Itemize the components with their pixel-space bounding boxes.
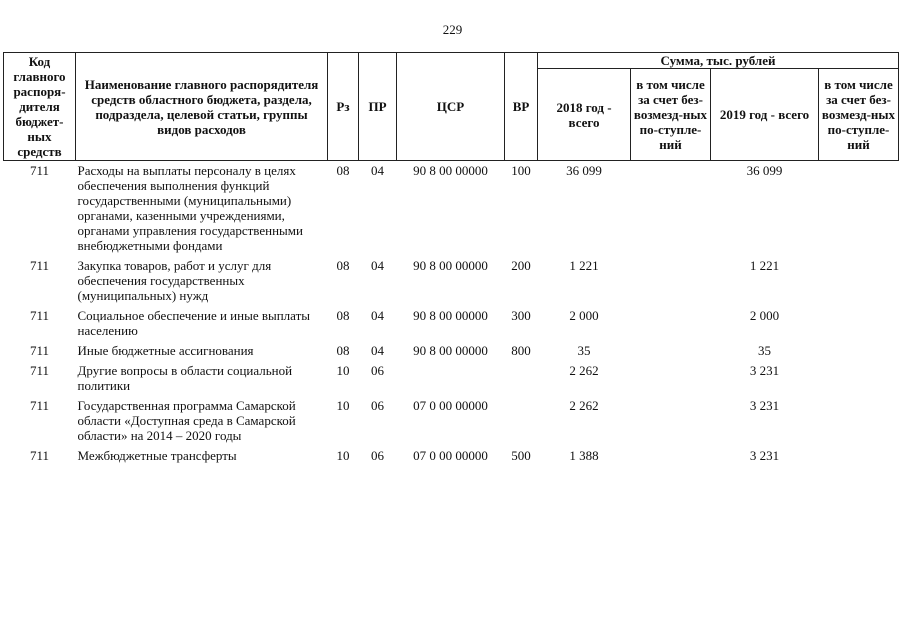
cell-csr: 07 0 00 00000 — [413, 398, 488, 413]
cell-rz: 08 — [336, 343, 350, 358]
cell-2019-total: 35 — [758, 343, 771, 358]
cell-pr: 04 — [371, 308, 384, 323]
cell-2019-total: 3 231 — [749, 398, 780, 413]
table-row — [4, 361, 899, 396]
cell-csr: 07 0 00 00000 — [413, 448, 488, 463]
cell-2018-free — [631, 256, 711, 306]
table-header — [4, 53, 899, 161]
table-row — [4, 306, 899, 341]
cell-name: Другие вопросы в области социальной политики — [77, 363, 293, 393]
header-pr: ПР — [359, 53, 397, 161]
cell-pr: 04 — [359, 161, 397, 257]
cell-pr: 06 — [371, 398, 384, 413]
table-row — [4, 396, 899, 446]
page-number: 229 — [442, 22, 463, 37]
header-amount-group: Сумма, тыс. рублей — [538, 53, 899, 69]
cell-rz: 10 — [336, 448, 350, 463]
cell-rz: 08 — [328, 161, 359, 257]
cell-csr: 90 8 00 00000 — [413, 343, 488, 358]
cell-vr: 100 — [505, 161, 538, 257]
cell-2019-free — [819, 161, 899, 257]
header-csr: ЦСР — [397, 53, 505, 161]
budget-table — [3, 52, 899, 466]
cell-vr: 300 — [511, 308, 531, 323]
cell-2018-free — [631, 446, 711, 466]
header-2018-total: 2018 год - всего — [538, 69, 631, 161]
cell-code: 711 — [29, 308, 50, 323]
cell-2019-free — [819, 341, 899, 361]
cell-rz: 08 — [336, 308, 350, 323]
table-row — [4, 341, 899, 361]
cell-code: 711 — [29, 258, 50, 273]
cell-2019-total: 1 221 — [749, 258, 780, 273]
cell-csr: 90 8 00 00000 — [413, 258, 488, 273]
cell-pr: 06 — [371, 363, 384, 378]
cell-vr: 200 — [511, 258, 531, 273]
header-vr: ВР — [505, 53, 538, 161]
header-code: Код главного распоря-дителя бюджет-ных средств — [4, 53, 76, 161]
cell-vr — [505, 396, 538, 446]
header-name: Наименование главного распорядителя средств областного бюджета, раздела, подраздела, целевой статьи, группы видов расходов — [76, 53, 328, 161]
cell-2018-free — [631, 161, 711, 257]
table-row — [4, 161, 899, 257]
table-body — [4, 161, 899, 467]
cell-2019-free — [819, 256, 899, 306]
cell-rz: 10 — [336, 363, 350, 378]
cell-name: Закупка товаров, работ и услуг для обеспечения государственных (муниципальных) нужд — [77, 258, 272, 303]
cell-vr: 800 — [511, 343, 531, 358]
cell-code: 711 — [29, 448, 50, 463]
cell-pr: 04 — [371, 343, 384, 358]
cell-name: Государственная программа Самарской области «Доступная среда в Самарской области» на 2014 – 2020 годы — [77, 398, 296, 443]
table-row — [4, 446, 899, 466]
cell-vr — [505, 361, 538, 396]
header-2019-free: в том числе за счет без-возмезд-ных по-ступле-ний — [819, 69, 899, 161]
cell-2019-free — [819, 361, 899, 396]
header-rz: Рз — [328, 53, 359, 161]
cell-2018-total: 36 099 — [538, 161, 631, 257]
cell-code: 711 — [29, 343, 50, 358]
cell-name: Межбюджетные трансферты — [77, 448, 237, 463]
cell-vr: 500 — [511, 448, 531, 463]
cell-2018-total: 1 221 — [569, 258, 599, 273]
cell-csr — [397, 361, 505, 396]
cell-2018-total: 2 262 — [569, 363, 599, 378]
cell-pr: 04 — [371, 258, 384, 273]
cell-name: Расходы на выплаты персоналу в целях обеспечения выполнения функций государственными (муниципальными) органами, казенными учреждениями, органами управления государственными внебюджетными фондами — [76, 161, 328, 257]
cell-2019-total: 3 231 — [749, 448, 780, 463]
cell-2018-total: 35 — [577, 343, 591, 358]
table-row — [4, 256, 899, 306]
header-2018-free: в том числе за счет без-возмезд-ных по-ступле-ний — [631, 69, 711, 161]
cell-2019-free — [819, 396, 899, 446]
header-2019-total: 2019 год - всего — [711, 69, 819, 161]
cell-csr: 90 8 00 00000 — [397, 161, 505, 257]
cell-2018-free — [631, 341, 711, 361]
cell-rz: 08 — [336, 258, 350, 273]
cell-code: 711 — [29, 398, 50, 413]
cell-code: 711 — [4, 161, 76, 257]
cell-2019-free — [819, 306, 899, 341]
cell-2019-total: 36 099 — [711, 161, 819, 257]
header-row-top — [4, 53, 899, 69]
cell-csr: 90 8 00 00000 — [413, 308, 488, 323]
cell-2019-total: 3 231 — [749, 363, 780, 378]
cell-2018-free — [631, 361, 711, 396]
cell-pr: 06 — [371, 448, 384, 463]
cell-name: Иные бюджетные ассигнования — [77, 343, 254, 358]
cell-2018-free — [631, 306, 711, 341]
cell-2019-free — [819, 446, 899, 466]
cell-2018-total: 2 000 — [569, 308, 599, 323]
cell-2018-free — [631, 396, 711, 446]
cell-name: Социальное обеспечение и иные выплаты населению — [77, 308, 311, 338]
cell-code: 711 — [29, 363, 50, 378]
cell-2018-total: 2 262 — [569, 398, 599, 413]
cell-2019-total: 2 000 — [749, 308, 780, 323]
cell-2018-total: 1 388 — [569, 448, 599, 463]
cell-rz: 10 — [336, 398, 350, 413]
